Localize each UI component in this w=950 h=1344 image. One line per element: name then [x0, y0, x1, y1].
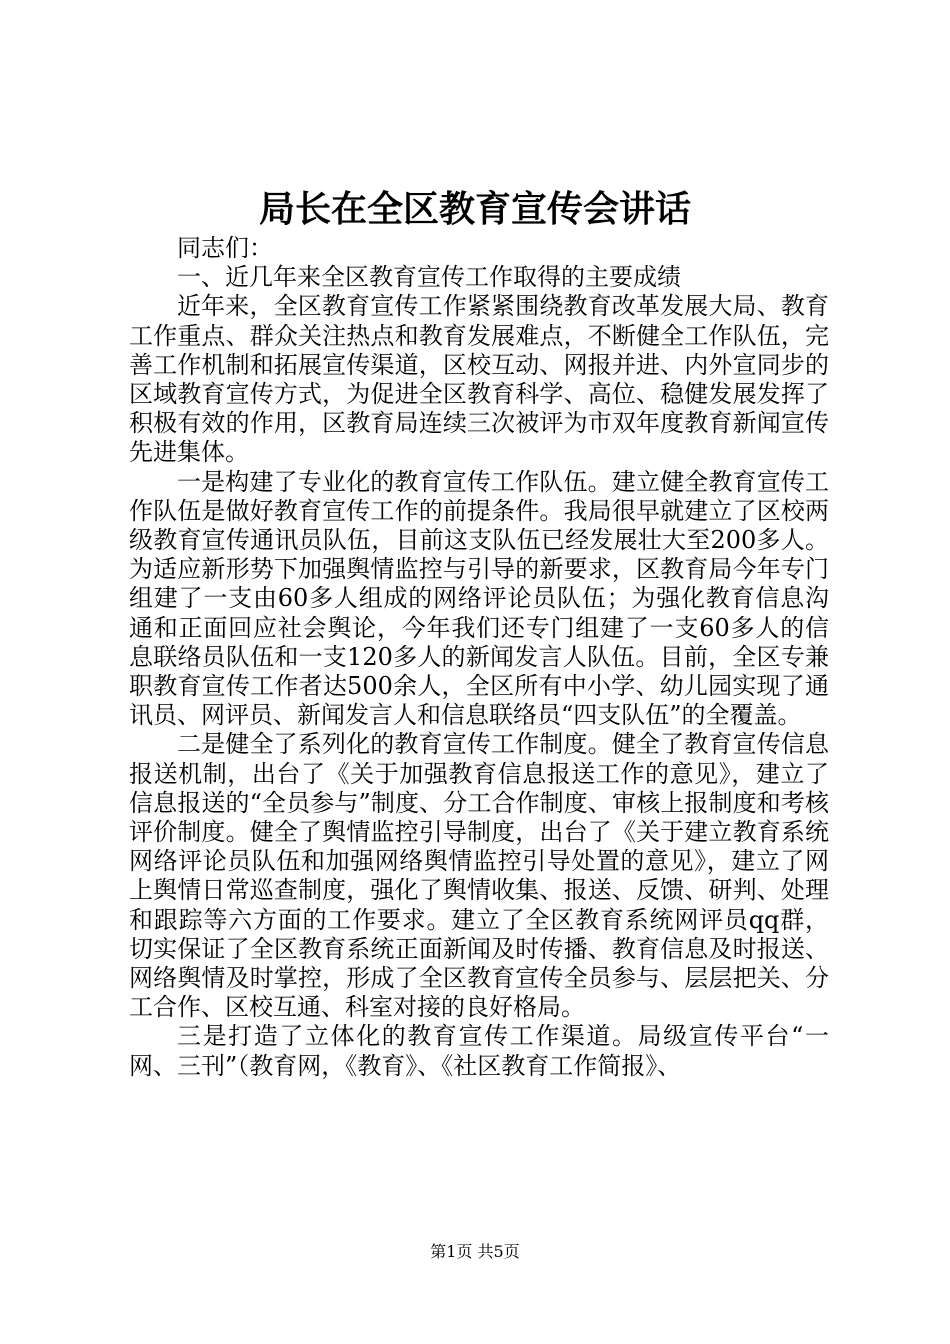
body-paragraph: 二是健全了系列化的教育宣传工作制度。健全了教育宣传信息报送机制，出台了《关于加强教育信息报送工作的意见》，建立了信息报送的“全员参与”制度、分工合作制度、审核上报制度和考核评价制度。健全了舆情监控引导制度，出台了《关于建立教育系统网络评论员队伍和加强网络舆情监控引导处置的意见》，建立了网上舆情日常巡查制度，强化了舆情收集、报送、反馈、研判、处理和跟踪等六方面的工作要求。建立了全区教育系统网评员qq群，切实保证了全区教育系统正面新闻及时传播、教育信息及时报送、网络舆情及时掌控，形成了全区教育宣传全员参与、层层把关、分工合作、区校互通、科室对接的良好格局。	[129, 730, 829, 1022]
body-paragraph: 一是构建了专业化的教育宣传工作队伍。建立健全教育宣传工作队伍是做好教育宣传工作的前提条件。我局很早就建立了区校两级教育宣传通讯员队伍，目前这支队伍已经发展壮大至200多人。为适应新形势下加强舆情监控与引导的新要求，区教育局今年专门组建了一支由60多人组成的网络评论员队伍；为强化教育信息沟通和正面回应社会舆论，今年我们还专门组建了一支60多人的信息联络员队伍和一支120多人的新闻发言人队伍。目前，全区专兼职教育宣传工作者达500余人，全区所有中小学、幼儿园实现了通讯员、网评员、新闻发言人和信息联络员“四支队伍”的全覆盖。	[129, 467, 829, 730]
body-paragraph: 近年来，全区教育宣传工作紧紧围绕教育改革发展大局、教育工作重点、群众关注热点和教育发展难点，不断健全工作队伍，完善工作机制和拓展宣传渠道，区校互动、网报并进、内外宣同步的区域教育宣传方式，为促进全区教育科学、高位、稳健发展发挥了积极有效的作用，区教育局连续三次被评为市双年度教育新闻宣传先进集体。	[129, 292, 829, 467]
page-footer: 第1页 共5页	[430, 1242, 520, 1261]
document-title: 局长在全区教育宣传会讲话	[258, 189, 691, 230]
salutation: 同志们：	[177, 234, 273, 262]
body-paragraph: 三是打造了立体化的教育宣传工作渠道。局级宣传平台“一网、三刊”（教育网，《教育》、《社区教育工作简报》、	[129, 1022, 829, 1080]
document-body	[129, 234, 829, 1081]
section-heading: 一、近几年来全区教育宣传工作取得的主要成绩	[177, 263, 681, 292]
